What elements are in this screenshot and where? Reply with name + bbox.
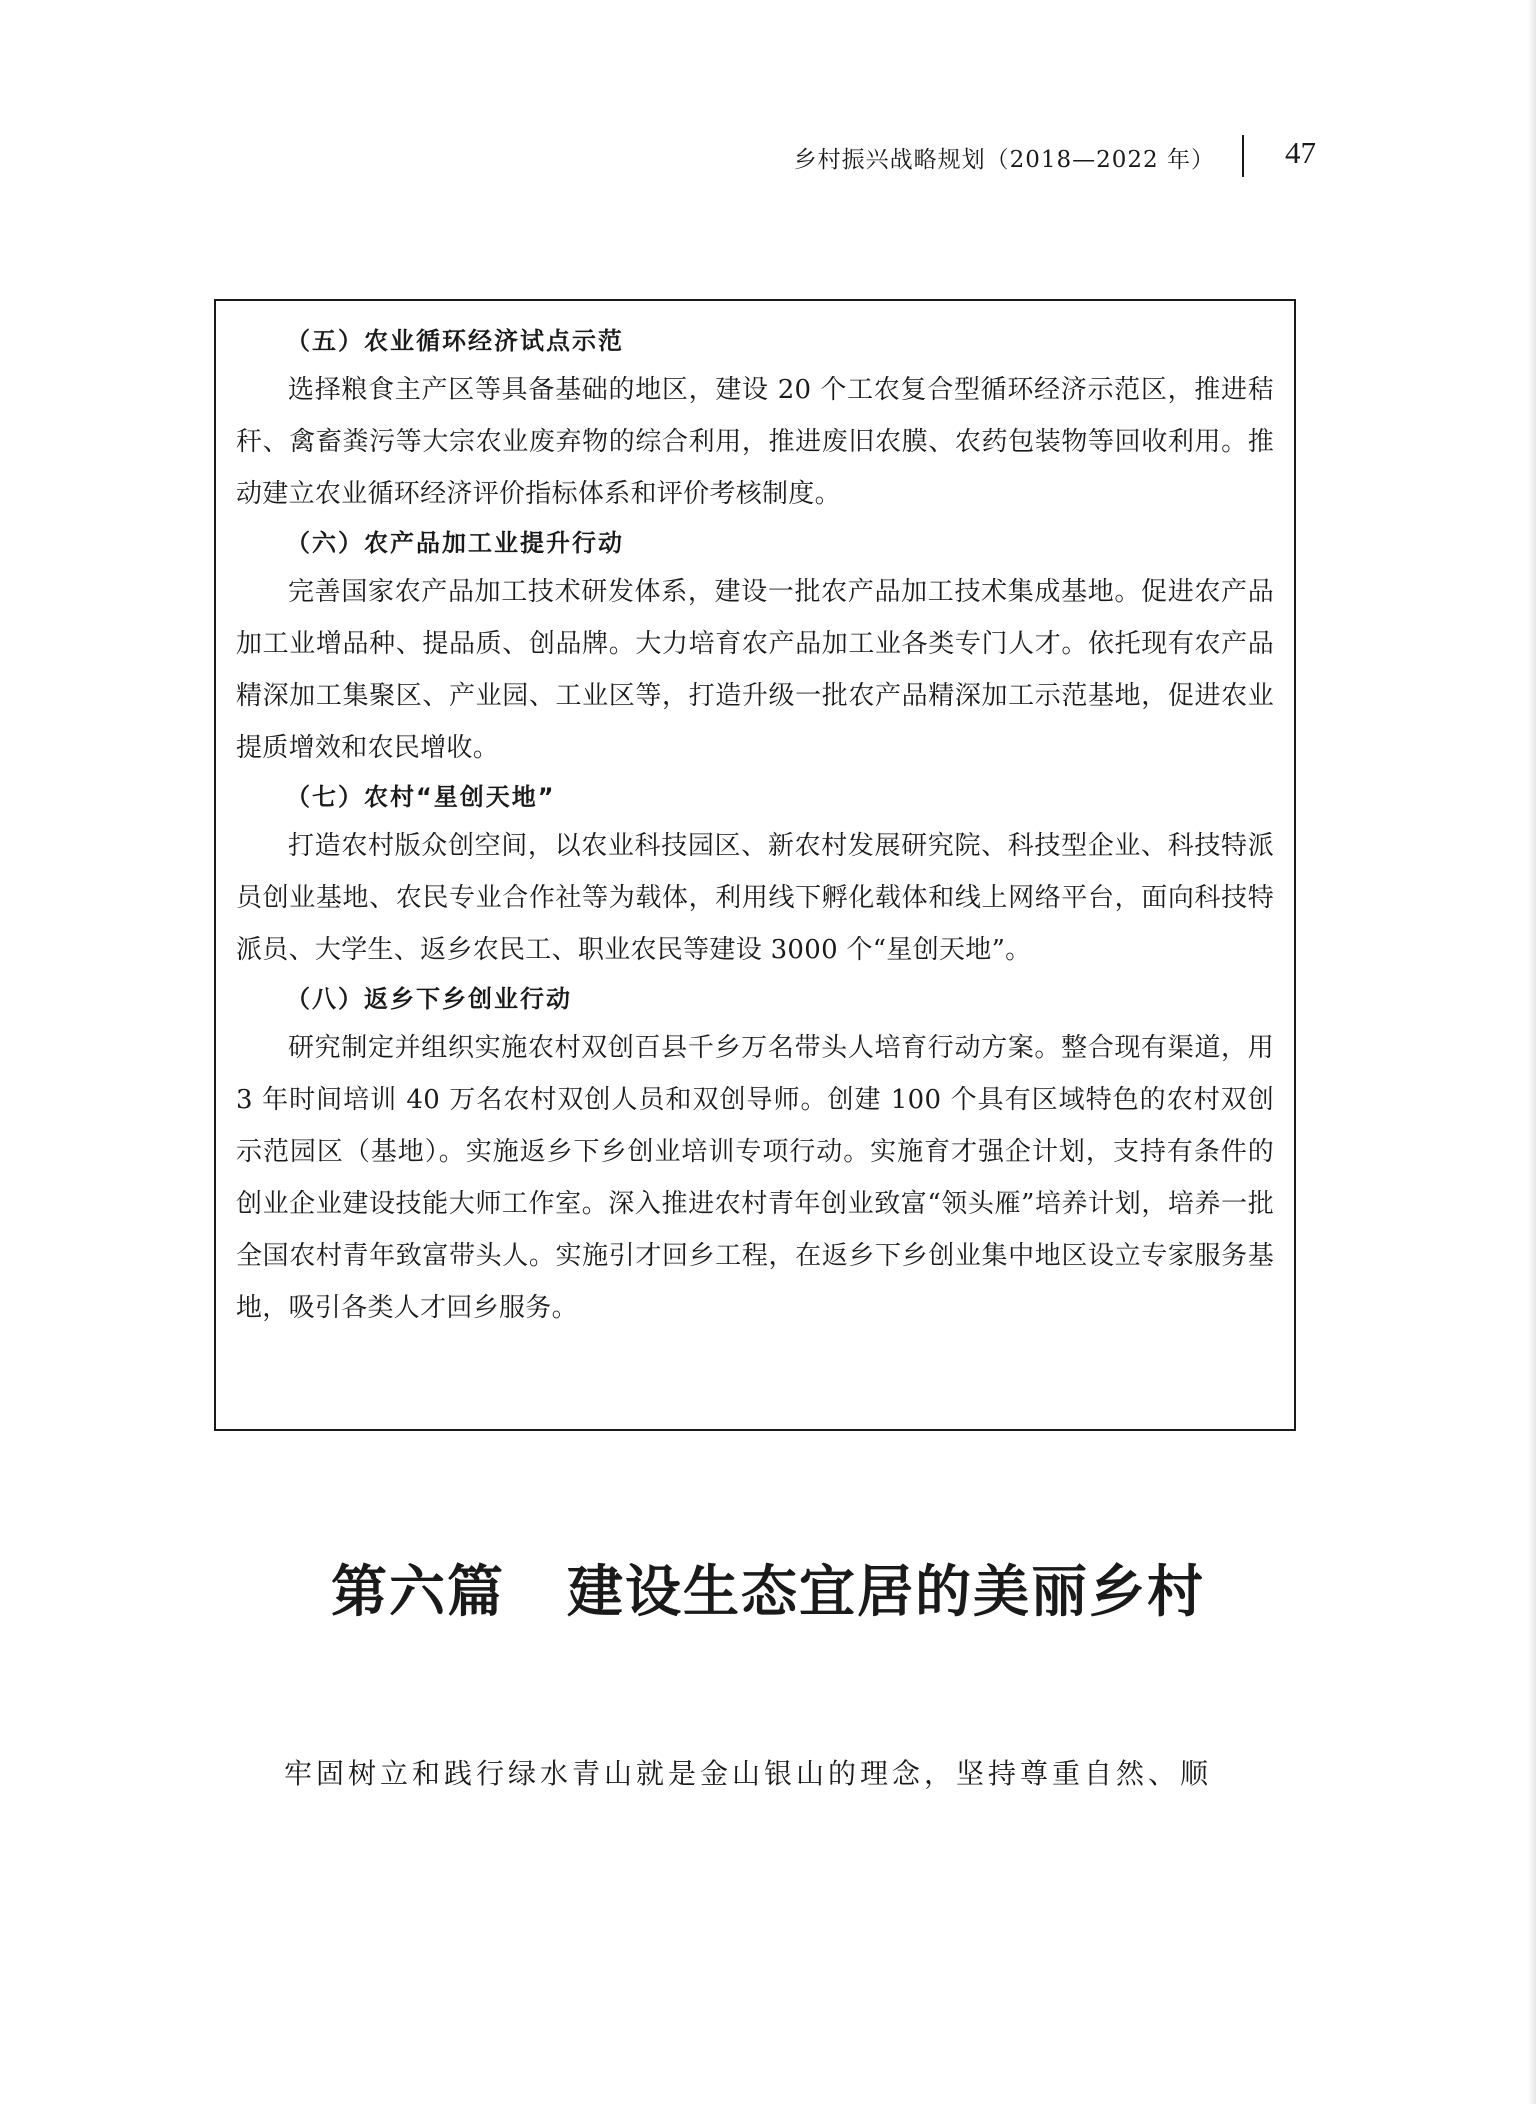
box-section-8 [236, 976, 1274, 1334]
box-section-7 [236, 774, 1274, 976]
header-divider [1242, 135, 1244, 177]
running-header [790, 135, 1330, 185]
boxed-text-panel [214, 299, 1296, 1431]
part-title [0, 1548, 1536, 1628]
part-label: 第六篇 [331, 1559, 505, 1625]
box-section-6 [236, 520, 1274, 774]
section-heading: （六）农产品加工业提升行动 [286, 529, 624, 557]
box-section-5 [236, 318, 1274, 520]
part-title-text: 建设生态宜居的美丽乡村 [567, 1559, 1205, 1625]
page-number: 47 [1285, 135, 1316, 170]
section-paragraph: 完善国家农产品加工技术研发体系，建设一批农产品加工技术集成基地。促进农产品加工业增品种、提品质、创品牌。大力培育农产品加工业各类专门人才。依托现有农产品精深加工集聚区、产业园、工业区等，打造升级一批农产品精深加工示范基地，促进农业提质增效和农民增收。 [236, 577, 1274, 763]
section-heading: （五）农业循环经济试点示范 [286, 327, 624, 355]
section-heading: （七）农村“星创天地” [286, 783, 556, 811]
running-header-title: 乡村振兴战略规划（2018—2022 年） [793, 147, 1215, 173]
section-paragraph: 选择粮食主产区等具备基础的地区，建设 20 个工农复合型循环经济示范区，推进秸秆、禽畜粪污等大宗农业废弃物的综合利用，推进废旧农膜、农药包装物等回收利用。推动建立农业循环经济评价指标体系和评价考核制度。 [236, 375, 1274, 509]
intro-paragraph: 牢固树立和践行绿水青山就是金山银山的理念，坚持尊重自然、顺 [284, 1757, 1213, 1790]
section-paragraph: 研究制定并组织实施农村双创百县千乡万名带头人培育行动方案。整合现有渠道，用 3 年时间培训 40 万名农村双创人员和双创导师。创建 100 个具有区域特色的农村双创示范园区（基地）。实施返乡下乡创业培训专项行动。实施育才强企计划，支持有条件的创业企业建设技能大师工作室。深入推进农村青年创业致富“领头雁”培养计划，培养一批全国农村青年致富带头人。实施引才回乡工程，在返乡下乡创业集中地区设立专家服务基地，吸引各类人才回乡服务。 [236, 1033, 1274, 1323]
section-heading: （八）返乡下乡创业行动 [286, 985, 572, 1013]
section-paragraph: 打造农村版众创空间，以农业科技园区、新农村发展研究院、科技型企业、科技特派员创业基地、农民专业合作社等为载体，利用线下孵化载体和线上网络平台，面向科技特派员、大学生、返乡农民工、职业农民等建设 3000 个“星创天地”。 [236, 831, 1274, 965]
page-edge [1528, 0, 1536, 2104]
